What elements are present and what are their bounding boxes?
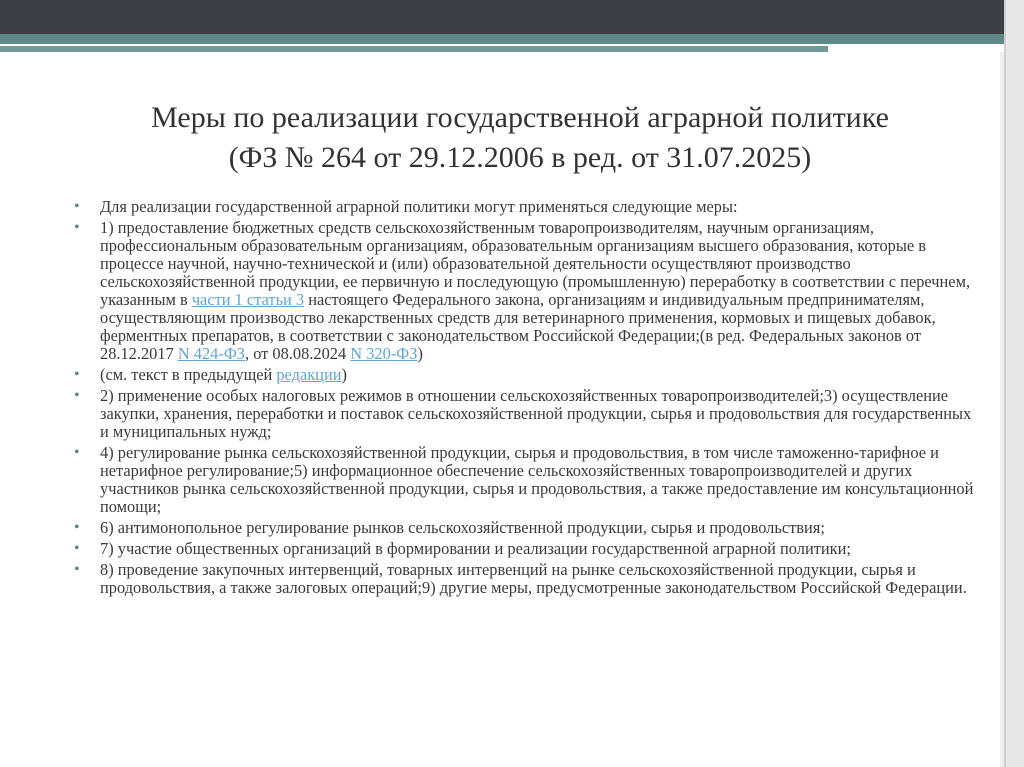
link-424-fz[interactable]: N 424-ФЗ bbox=[177, 344, 245, 363]
list-item bbox=[74, 219, 974, 363]
list-item bbox=[74, 519, 974, 537]
item-text: 2) применение особых налоговых режимов в отношении сельскохозяйственных товаропроизводителей;3) осуществление закупки, хранения, переработки и поставок сельскохозяйственной продукции, сырья и продовольствия для государственных и муниципальных нужд; bbox=[100, 386, 972, 441]
bullet-icon: • bbox=[74, 519, 80, 536]
bullet-icon: • bbox=[74, 366, 80, 383]
item-text: 4) регулирование рынка сельскохозяйственной продукции, сырья и продовольствия, в том числе таможенно-тарифное и нетарифное регулирование;5) информационное обеспечение сельскохозяйственных товаропроизводителей и других участников рынка сельскохозяйственной продукции, сырья и продовольствия, а также предоставление им консультационной помощи; bbox=[100, 443, 974, 516]
slide-teal-thin-band bbox=[0, 46, 828, 52]
item-text: 6) антимонопольное регулирование рынков сельскохозяйственной продукции, сырья и продовольствия; bbox=[100, 518, 825, 537]
bullet-icon: • bbox=[74, 444, 80, 461]
list-item bbox=[74, 561, 974, 597]
bullet-icon: • bbox=[74, 540, 80, 557]
slide-title bbox=[60, 98, 980, 178]
bullet-icon: • bbox=[74, 219, 80, 236]
item-text: настоящего Федерального закона, организациям и индивидуальным предпринимателям, осуществляющим производство лекарственных средств для ветеринарного применения, кормовых и пищевых добавок, ферментных препаратов, в соответствии с законодательством Российской Федерации;(в ред. Федеральных законов от 28.12.2017 bbox=[100, 290, 936, 363]
item-text: 1) предоставление бюджетных средств сельскохозяйственным товаропроизводителям, научным организациям, профессиональным образовательным организациям, образовательным организациям высшего образования, которые в процессе научной, научно-технической и (или) образовательной деятельности осуществляют производство сельскохозяйственной продукции, ее первичную и последующую (промышленную) переработку в соответствии с перечнем, указанным в bbox=[100, 218, 971, 309]
slide-top-bar bbox=[0, 0, 1024, 34]
list-item bbox=[74, 198, 974, 216]
list-item bbox=[74, 444, 974, 516]
list-item bbox=[74, 366, 974, 384]
measures-list bbox=[74, 198, 974, 600]
link-article-3[interactable]: части 1 статьи 3 bbox=[191, 290, 305, 309]
slide-right-edge bbox=[1006, 0, 1024, 767]
item-text: , от 08.08.2024 bbox=[245, 344, 351, 363]
item-text: 8) проведение закупочных интервенций, товарных интервенций на рынке сельскохозяйственной продукции, сырья и продовольствия, а также залоговых операций;9) другие меры, предусмотренные законодательством Российской Федерации. bbox=[100, 560, 967, 597]
link-previous-edition[interactable]: редакции bbox=[276, 365, 342, 384]
list-item bbox=[74, 387, 974, 441]
item-text: Для реализации государственной аграрной политики могут применяться следующие меры: bbox=[100, 197, 738, 216]
item-text: (см. текст в предыдущей bbox=[100, 365, 277, 384]
link-320-fz[interactable]: N 320-ФЗ bbox=[350, 344, 418, 363]
slide-teal-band bbox=[0, 34, 1024, 44]
title-line-2: (ФЗ № 264 от 29.12.2006 в ред. от 31.07.2025) bbox=[228, 141, 812, 174]
item-text: 7) участие общественных организаций в формировании и реализации государственной аграрной политики; bbox=[100, 539, 851, 558]
item-text: ) bbox=[417, 344, 423, 363]
bullet-icon: • bbox=[74, 198, 80, 215]
bullet-icon: • bbox=[74, 387, 80, 404]
list-item bbox=[74, 540, 974, 558]
bullet-icon: • bbox=[74, 561, 80, 578]
title-line-1: Меры по реализации государственной аграрной политике bbox=[151, 101, 889, 134]
item-text: ) bbox=[341, 365, 347, 384]
